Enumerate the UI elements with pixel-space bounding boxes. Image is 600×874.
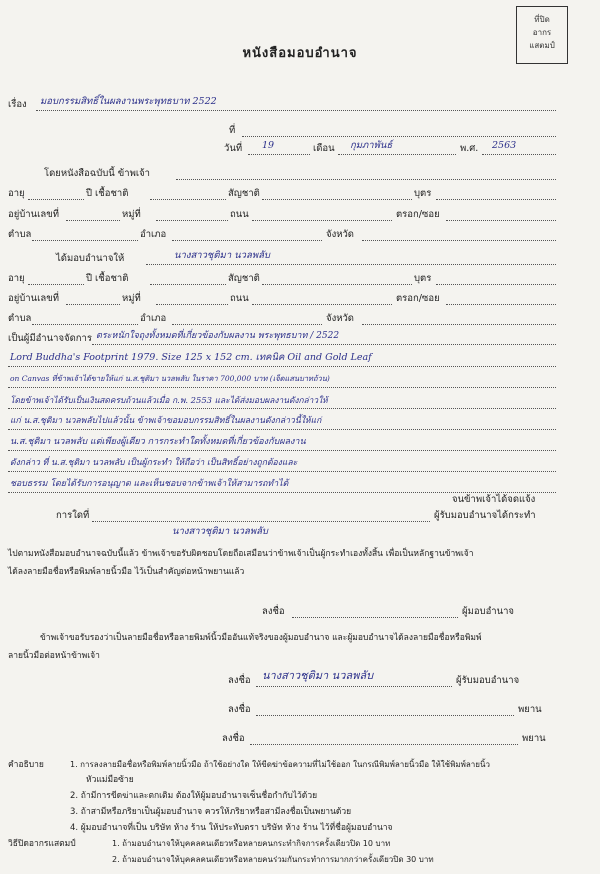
- certify-line-2: ลายนิ้วมือต่อหน้าข้าพเจ้า: [8, 651, 100, 661]
- grantee-address-label: อยู่บ้านเลขที่: [8, 293, 59, 304]
- grantor-intro: โดยหนังสือฉบับนี้ ข้าพเจ้า: [44, 168, 151, 179]
- grantee-signature: นางสาวชุติมา นวลพลับ: [262, 669, 374, 682]
- page-title: หนังสือมอบอำนาจ: [242, 46, 358, 61]
- grantee-nationality-label: สัญชาติ: [228, 273, 260, 284]
- binding-line-1: ไปตามหนังสือมอบอำนาจฉบับนี้แล้ว ข้าพเจ้าขอรับผิดชอบโดยถือเสมือนว่าข้าพเจ้าเป็นผู้กระทำเองทั้งสิ้น เพื่อเป็นหลักฐานข้าพเจ้า: [8, 549, 474, 559]
- grantee-tambon-line: [32, 314, 138, 325]
- note-2: 2. ถ้ามีการขีดฆ่าและตกเติม ต้องให้ผู้มอบอำนาจเซ็นชื่อกำกับไว้ด้วย: [70, 791, 318, 801]
- witness1-role: พยาน: [518, 704, 542, 715]
- witness2-sign-label: ลงชื่อ: [222, 733, 245, 744]
- witness1-sign-line: [256, 705, 514, 716]
- grantee-amphoe-label: อำเภอ: [140, 313, 167, 324]
- day-value: 19: [262, 140, 275, 151]
- grantor-road-label: ถนน: [230, 209, 249, 220]
- grantor-sign-label: ลงชื่อ: [262, 606, 285, 617]
- grantee-province-label: จังหวัด: [326, 313, 354, 324]
- grantor-amphoe-label: อำเภอ: [140, 229, 167, 240]
- purpose-text-7: ดังกล่าว ที่ น.ส.ชุติมา นวลพลับ เป็นผู้กระทำ ให้ถือว่า เป็นสิทธิ์อย่างถูกต้องและ: [10, 458, 298, 468]
- grantor-child-label: บุตร: [414, 188, 432, 199]
- grantor-address-line: [66, 210, 120, 221]
- grantor-amphoe-line: [172, 230, 322, 241]
- grantor-alley-line: [446, 210, 556, 221]
- purpose-text-2: Lord Buddha's Footprint 1979. Size 125 x 152 cm. เทคนิค Oil and Gold Leaf: [10, 352, 372, 363]
- grantor-child-line: [436, 189, 556, 200]
- purpose-text-8: ชอบธรรม โดยได้รับการอนุญาต และเห็นชอบจากข้าพเจ้าให้สามารถทำได้: [10, 479, 289, 489]
- witness1-sign-label: ลงชื่อ: [228, 704, 251, 715]
- at-line: [242, 126, 556, 137]
- purpose-text-4: โดยข้าพเจ้าได้รับเป็นเงินสดครบถ้วนแล้วเมื่อ ก.พ. 2553 และได้ส่งมอบผลงานดังกล่าวให้: [10, 395, 328, 405]
- witness2-sign-line: [250, 734, 518, 745]
- grantor-age-label: อายุ: [8, 188, 25, 199]
- grantor-age-line: [28, 189, 84, 200]
- grantor-years-label: ปี เชื้อชาติ: [86, 188, 129, 199]
- stamp-instruction-2: 2. ถ้ามอบอำนาจให้บุคคลคนเดียวหรือหลายคนร่วมกันกระทำการมากกว่าครั้งเดียวปิด 30 บาท: [112, 855, 434, 864]
- grantor-moo-line: [156, 210, 228, 221]
- grantee-age-line: [28, 274, 84, 285]
- month-label: เดือน: [313, 143, 335, 154]
- grantor-nationality-label: สัญชาติ: [228, 188, 260, 199]
- acts-line: [92, 511, 430, 522]
- note-1a: 1. การลงลายมือชื่อหรือพิมพ์ลายนิ้วมือ ถ้าใช้อย่างใด ให้ขีดฆ่าข้อความที่ไม่ใช้ออก ในกรณีพิมพ์ลายนิ้วมือ ให้ใช้พิมพ์ลายนิ้ว: [70, 760, 490, 769]
- year-label: พ.ศ.: [460, 143, 479, 154]
- grantee-child-label: บุตร: [414, 273, 432, 284]
- grantor-alley-label: ตรอก/ซอย: [396, 209, 440, 220]
- grantor-role: ผู้มอบอำนาจ: [462, 606, 514, 617]
- grantor-moo-label: หมู่ที่: [122, 209, 141, 220]
- certify-line-1: ข้าพเจ้าขอรับรองว่าเป็นลายมือชื่อหรือลายพิมพ์นิ้วมืออันแท้จริงของผู้มอบอำนาจ และผู้มอบอำนาจได้ลงลายมือชื่อหรือพิมพ์: [40, 633, 482, 643]
- grantor-address-label: อยู่บ้านเลขที่: [8, 209, 59, 220]
- grantee-nationality-line: [262, 274, 412, 285]
- note-4: 4. ผู้มอบอำนาจที่เป็น บริษัท ห้าง ร้าน ให้ประทับตรา บริษัท ห้าง ร้าน ไว้ที่ชื่อผู้มอบอำนาจ: [70, 823, 393, 833]
- subject-value: มอบกรรมสิทธิ์ในผลงานพระพุทธบาท 2522: [40, 96, 217, 107]
- stamp-label-3: แสตมป์: [529, 41, 555, 50]
- stamp-label-2: อากร: [532, 28, 552, 37]
- grantor-nationality-line: [262, 189, 412, 200]
- grantee-alley-label: ตรอก/ซอย: [396, 293, 440, 304]
- grantee-road-label: ถนน: [230, 293, 249, 304]
- notes-label: คำอธิบาย: [8, 760, 44, 770]
- stamp-label-1: ที่ปิด: [534, 15, 550, 24]
- grantee-child-line: [436, 274, 556, 285]
- grantor-province-line: [362, 230, 556, 241]
- grantor-name-line: [176, 169, 556, 180]
- acts-label: การใดที่: [56, 510, 90, 521]
- purpose-tail: จนข้าพเจ้าได้จดแจ้ง: [452, 494, 536, 505]
- binding-line-2: ได้ลงลายมือชื่อหรือพิมพ์ลายนิ้วมือ ไว้เป็นสำคัญต่อหน้าพยานแล้ว: [8, 567, 245, 577]
- purpose-text-3: on Canvas ที่ข้าพเจ้าได้ขายให้แก่ น.ส.ชุติมา นวลพลับ ในราคา 700,000 บาท (เจ็ดแสนบาทถ้วน): [10, 374, 330, 383]
- grantor-tambon-line: [32, 230, 138, 241]
- grantee-province-line: [362, 314, 556, 325]
- date-label: วันที่: [224, 143, 243, 154]
- grantor-ethnicity-line: [150, 189, 226, 200]
- grantee-amphoe-line: [172, 314, 322, 325]
- grantee-alley-line: [446, 294, 556, 305]
- grantee-moo-label: หมู่ที่: [122, 293, 141, 304]
- purpose-label: เป็นผู้มีอำนาจจัดการ: [8, 333, 92, 344]
- acts-name: นางสาวชุติมา นวลพลับ: [172, 526, 268, 537]
- grantee-intro: ได้มอบอำนาจให้: [56, 253, 125, 264]
- grantor-sign-line: [292, 607, 458, 618]
- grantee-tambon-label: ตำบล: [8, 313, 32, 324]
- acts-tail: ผู้รับมอบอำนาจได้กระทำ: [434, 510, 536, 521]
- month-value: กุมภาพันธ์: [350, 140, 393, 151]
- purpose-text-5: แก่ น.ส.ชุติมา นวลพลับไปแล้วนั้น ข้าพเจ้าขอมอบกรรมสิทธิ์ในผลงานดังกล่าวนี้ให้แก่: [10, 416, 322, 426]
- at-label: ที่: [229, 125, 236, 136]
- grantee-address-line: [66, 294, 120, 305]
- stamp-instruction-1: 1. ถ้ามอบอำนาจให้บุคคลคนเดียวหรือหลายคนกระทำกิจการครั้งเดียวปิด 10 บาท: [112, 839, 391, 848]
- grantee-ethnicity-line: [150, 274, 226, 285]
- grantee-name: นางสาวชุติมา นวลพลับ: [174, 250, 270, 261]
- purpose-text-6: น.ส.ชุติมา นวลพลับ แต่เพียงผู้เดียว การกระทำใดทั้งหมดที่เกี่ยวข้องกับผลงาน: [10, 437, 306, 447]
- purpose-text-1: ตระหนักใจถุงทั้งหมดที่เกี่ยวข้องกับผลงาน พระพุทธบาท / 2522: [96, 331, 340, 341]
- grantee-age-label: อายุ: [8, 273, 25, 284]
- grantee-road-line: [252, 294, 392, 305]
- grantor-province-label: จังหวัด: [326, 229, 354, 240]
- year-value: 2563: [492, 140, 517, 151]
- grantor-road-line: [252, 210, 392, 221]
- stamp-instructions-label: วิธีปิดอากรแสตมป์: [8, 839, 76, 849]
- grantee-role: ผู้รับมอบอำนาจ: [456, 675, 520, 686]
- grantee-sign-label: ลงชื่อ: [228, 675, 251, 686]
- note-1b: หัวแม่มือซ้าย: [86, 775, 134, 785]
- grantee-years-label: ปี เชื้อชาติ: [86, 273, 129, 284]
- witness2-role: พยาน: [522, 733, 546, 744]
- grantee-moo-line: [156, 294, 228, 305]
- note-3: 3. ถ้าสามีหรือภริยาเป็นผู้มอบอำนาจ ควรให้ภริยาหรือสามีลงชื่อเป็นพยานด้วย: [70, 807, 352, 817]
- grantor-tambon-label: ตำบล: [8, 229, 32, 240]
- subject-label: เรื่อง: [8, 99, 27, 110]
- day-line: [248, 144, 310, 155]
